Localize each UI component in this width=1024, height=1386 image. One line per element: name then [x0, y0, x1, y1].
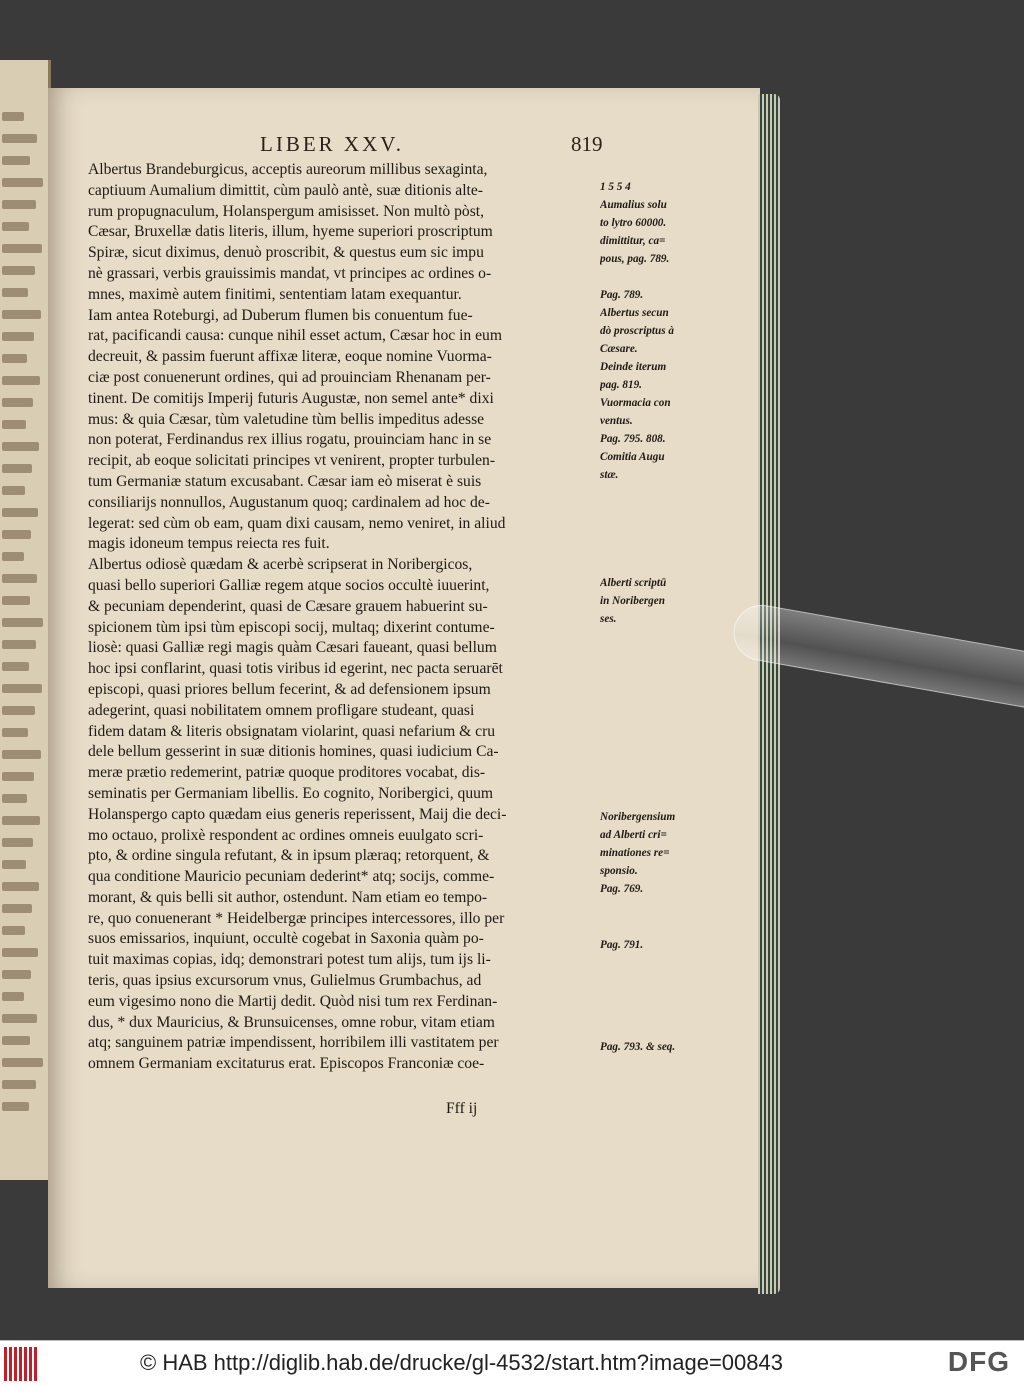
marginal-note-line: Pag. 791.: [600, 939, 644, 951]
logo-bar: [4, 1347, 7, 1381]
facing-text-fragment: [2, 1036, 30, 1045]
facing-text-fragment: [2, 970, 31, 979]
text-line: mo octauo, prolixè respondent ac ordines omneis euulgato scri-: [88, 826, 484, 844]
facing-text-fragment: [2, 1014, 37, 1023]
facing-text-fragment: [2, 992, 24, 1001]
marginal-note-line: dò proscriptus à: [600, 325, 674, 337]
marginal-note: [600, 1038, 758, 1056]
facing-text-fragment: [2, 794, 27, 803]
facing-text-fragment: [2, 442, 39, 451]
text-line: liosè: quasi Galliæ regi magis quàm Cæsari faueant, quasi bellum: [88, 639, 497, 657]
logo-bar: [34, 1347, 37, 1381]
text-line: captiuum Aumalium dimittit, cùm paulò antè, suæ ditionis alte-: [88, 181, 483, 199]
facing-text-fragment: [2, 178, 43, 187]
book-title: LIBER XXV.: [260, 132, 404, 156]
facing-text-fragment: [2, 464, 32, 473]
facing-text-fragment: [2, 156, 30, 165]
facing-text-fragment: [2, 1080, 36, 1089]
marginal-note: [600, 196, 758, 268]
text-line: rat, pacificandi causa: cunque nihil esset actum, Cæsar hoc in eum: [88, 327, 502, 345]
text-line: mnes, maximè autem finitimi, sententiam latam exequantur.: [88, 285, 462, 303]
logo-bar: [29, 1347, 32, 1381]
facing-text-fragment: [2, 552, 24, 561]
page-edges: [758, 94, 780, 1294]
text-line: tum Germaniæ statum excusabant. Cæsar iam eò miserat è suis: [88, 472, 482, 490]
facing-text-fragment: [2, 706, 35, 715]
logo-bar: [24, 1347, 27, 1381]
facing-text-fragment: [2, 816, 40, 825]
facing-text-fragment: [2, 662, 29, 671]
marginal-note-line: ad Alberti cri=: [600, 829, 667, 841]
facing-text-fragment: [2, 728, 28, 737]
text-line: pto, & ordine singula refutant, & in ipsum plæraq; retorquent, &: [88, 847, 490, 865]
marginal-note-line: dimittitur, ca=: [600, 235, 666, 247]
marginal-note-line: 1 5 5 4: [600, 181, 631, 193]
marginal-note-line: in Noribergen: [600, 595, 665, 607]
facing-text-fragment: [2, 420, 26, 429]
text-line: fidem datam & literis obsignatam violarint, quasi nefarium & cru: [88, 722, 496, 740]
facing-text-fragment: [2, 904, 32, 913]
marginal-note-line: Noribergensium: [600, 811, 676, 823]
text-line: & pecuniam dependerint, quasi de Cæsare grauem habuerint su-: [88, 597, 488, 615]
main-text-block: [88, 160, 600, 1075]
text-line: ciæ post conuenerunt ordines, qui ad prouinciam Rhenanam per-: [88, 368, 491, 386]
facing-text-fragment: [2, 332, 34, 341]
text-line: re, quo conuenerant * Heidelbergæ principes intercessores, illo per: [88, 909, 505, 927]
text-line: legerat: sed cùm ob eam, quam dixi causam, nemo veniret, in aliud: [88, 514, 506, 532]
text-line: rum propugnaculum, Holanspergum amisisset. Non multò pòst,: [88, 202, 485, 220]
text-line: Cæsar, Bruxellæ datis literis, illum, hyeme superiori proscriptum: [88, 223, 493, 241]
facing-text-fragment: [2, 134, 37, 143]
text-line: eum vigesimo nono die Martij dedit. Quòd nisi tum rex Ferdinan-: [88, 992, 498, 1010]
text-line: suos emissarios, inquiunt, occultè cogebat in Saxonia quàm po-: [88, 930, 484, 948]
library-logo-icon: [4, 1347, 38, 1381]
marginal-note-line: ses.: [600, 613, 617, 625]
text-line: qua conditione Mauricio pecuniam dederint* atq; socijs, comme-: [88, 868, 495, 886]
facing-text-fragment: [2, 222, 29, 231]
marginal-note-line: Vuormacia con: [600, 397, 671, 409]
text-line: recipit, ab eoque solicitati principes vt venirent, propter turbulen-: [88, 452, 496, 470]
facing-text-fragment: [2, 310, 41, 319]
text-line: omnem Germaniam excitaturus erat. Episcopos Franconiæ coe-: [88, 1055, 485, 1073]
facing-text-fragment: [2, 882, 39, 891]
text-line: Iam antea Roteburgi, ad Duberum flumen bis conuentum fue-: [88, 306, 473, 324]
marginal-note: [600, 178, 758, 196]
marginal-note: [600, 286, 758, 484]
dfg-logo: DFG: [947, 1346, 1010, 1377]
facing-text-fragment: [2, 596, 30, 605]
marginal-note-line: Pag. 795. 808.: [600, 433, 666, 445]
marginal-note-line: Alberti scriptū: [600, 577, 667, 589]
book-page: [48, 88, 760, 1288]
text-line: non poterat, Ferdinandus rex illius rogatu, prouinciam hanc in se: [88, 431, 492, 449]
text-line: hoc ipsi conflarint, quasi totis viribus id egerint, nec pacta seruarēt: [88, 660, 503, 678]
text-line: mus: & quia Cæsar, tùm valetudine tùm bellis impeditus adesse: [88, 410, 485, 428]
copyright-url: © HAB http://diglib.hab.de/drucke/gl-4532/start.htm?image=00843: [140, 1350, 783, 1375]
text-line: tinent. De comitijs Imperij futuris Augustæ, non semel ante* dixi: [88, 389, 494, 407]
marginal-note-line: stæ.: [600, 469, 619, 481]
facing-text-fragment: [2, 1102, 29, 1111]
marginal-note-line: Comitia Augu: [600, 451, 665, 463]
facing-text-fragment: [2, 772, 34, 781]
page-number: 819: [571, 132, 603, 156]
text-line: consiliarijs nonnullos, Augustanum quoq; cardinalem ad hoc de-: [88, 493, 490, 511]
facing-text-fragment: [2, 750, 41, 759]
marginal-note-line: minationes re=: [600, 847, 670, 859]
printer-signature: Fff ij: [446, 1100, 478, 1117]
text-line: adegerint, quasi nobilitatem omnem profligare studeant, quasi: [88, 701, 475, 719]
facing-text-fragment: [2, 354, 27, 363]
text-line: dus, * dux Mauricius, & Brunsuicenses, omne robur, vitam etiam: [88, 1013, 495, 1031]
text-line: decreuit, & passim fuerunt affixæ literæ, eoque nomine Vuorma-: [88, 348, 492, 366]
logo-bar: [9, 1347, 12, 1381]
marginal-note-line: sponsio.: [600, 865, 638, 877]
text-line: tuit maximas copias, idq; demonstrari potest tum alijs, tum ijs li-: [88, 951, 491, 969]
facing-text-fragment: [2, 200, 36, 209]
facing-text-fragment: [2, 618, 43, 627]
facing-text-fragment: [2, 860, 26, 869]
text-line: Albertus odiosè quædam & acerbè scripserat in Noribergicos,: [88, 556, 473, 574]
marginal-note: [600, 808, 758, 898]
facing-text-fragment: [2, 112, 24, 121]
facing-text-fragment: [2, 266, 35, 275]
text-line: quasi bello superiori Galliæ regem atque socios occultè iuuerint,: [88, 576, 490, 594]
text-line: meræ prætio redemerint, patriæ quoque proditores vocabat, dis-: [88, 764, 486, 782]
marginal-note-line: Deinde iterum: [600, 361, 667, 373]
facing-text-fragment: [2, 684, 42, 693]
text-line: teris, quas ipsius excursorum vnus, Gulielmus Grumbachus, ad: [88, 972, 482, 990]
marginal-note: [600, 936, 758, 954]
facing-text-fragment: [2, 640, 36, 649]
facing-text-fragment: [2, 926, 25, 935]
facing-text-fragment: [2, 376, 40, 385]
facing-text-fragment: [2, 1058, 43, 1067]
marginal-note-line: Aumalius solu: [600, 199, 667, 211]
facing-text-fragment: [2, 288, 28, 297]
text-line: dele bellum gesserint in suæ ditionis homines, quasi iudicium Ca-: [88, 743, 499, 761]
marginal-note-line: Pag. 789.: [600, 289, 644, 301]
viewer-footer: [0, 1340, 1024, 1386]
marginal-note-line: Cæsare.: [600, 343, 638, 355]
facing-text-fragment: [2, 530, 31, 539]
text-line: atq; sanguinem patriæ impendissent, horribilem illi vastitatem per: [88, 1034, 499, 1052]
marginal-note: [600, 574, 758, 628]
facing-text-fragment: [2, 244, 42, 253]
marginal-note-line: pous, pag. 789.: [600, 253, 670, 265]
text-line: seminatis per Germaniam libellis. Eo cognito, Noribergici, quum: [88, 784, 494, 802]
marginal-note-line: to lytro 60000.: [600, 217, 667, 229]
marginal-note-line: Albertus secun: [600, 307, 669, 319]
facing-text-fragment: [2, 838, 33, 847]
marginal-note-line: Pag. 769.: [600, 883, 644, 895]
text-line: magis idoneum tempus reiecta res fuit.: [88, 535, 330, 553]
marginal-note-line: pag. 819.: [600, 379, 642, 391]
logo-bar: [19, 1347, 22, 1381]
text-line: nè grassari, verbis grauissimis mandat, vt principes ac ordines o-: [88, 264, 492, 282]
text-line: morant, & quis belli sit author, ostendunt. Nam etiam eo tempo-: [88, 888, 488, 906]
text-line: Holanspergo capto quædam eius generis reperissent, Maij die deci-: [88, 805, 507, 823]
running-head: [48, 132, 760, 156]
facing-text-fragment: [2, 486, 25, 495]
text-line: episcopi, quasi priores bellum fecerint, & ad defensionem ipsum: [88, 680, 491, 698]
facing-page-edge: [0, 60, 51, 1180]
facing-text-fragment: [2, 948, 38, 957]
marginal-note-line: ventus.: [600, 415, 633, 427]
marginal-note-line: Pag. 793. & seq.: [600, 1041, 676, 1053]
text-line: Albertus Brandeburgicus, acceptis aureorum millibus sexaginta,: [88, 161, 488, 178]
facing-text-fragment: [2, 508, 38, 517]
text-line: Spiræ, sicut diximus, denuò proscribit, & questus eum sic impu: [88, 244, 484, 262]
facing-text-fragment: [2, 574, 37, 583]
logo-bar: [14, 1347, 17, 1381]
facing-text-fragment: [2, 398, 33, 407]
text-line: spicionem tùm ipsi tùm episcopi socij, multaq; dixerint contume-: [88, 618, 495, 636]
